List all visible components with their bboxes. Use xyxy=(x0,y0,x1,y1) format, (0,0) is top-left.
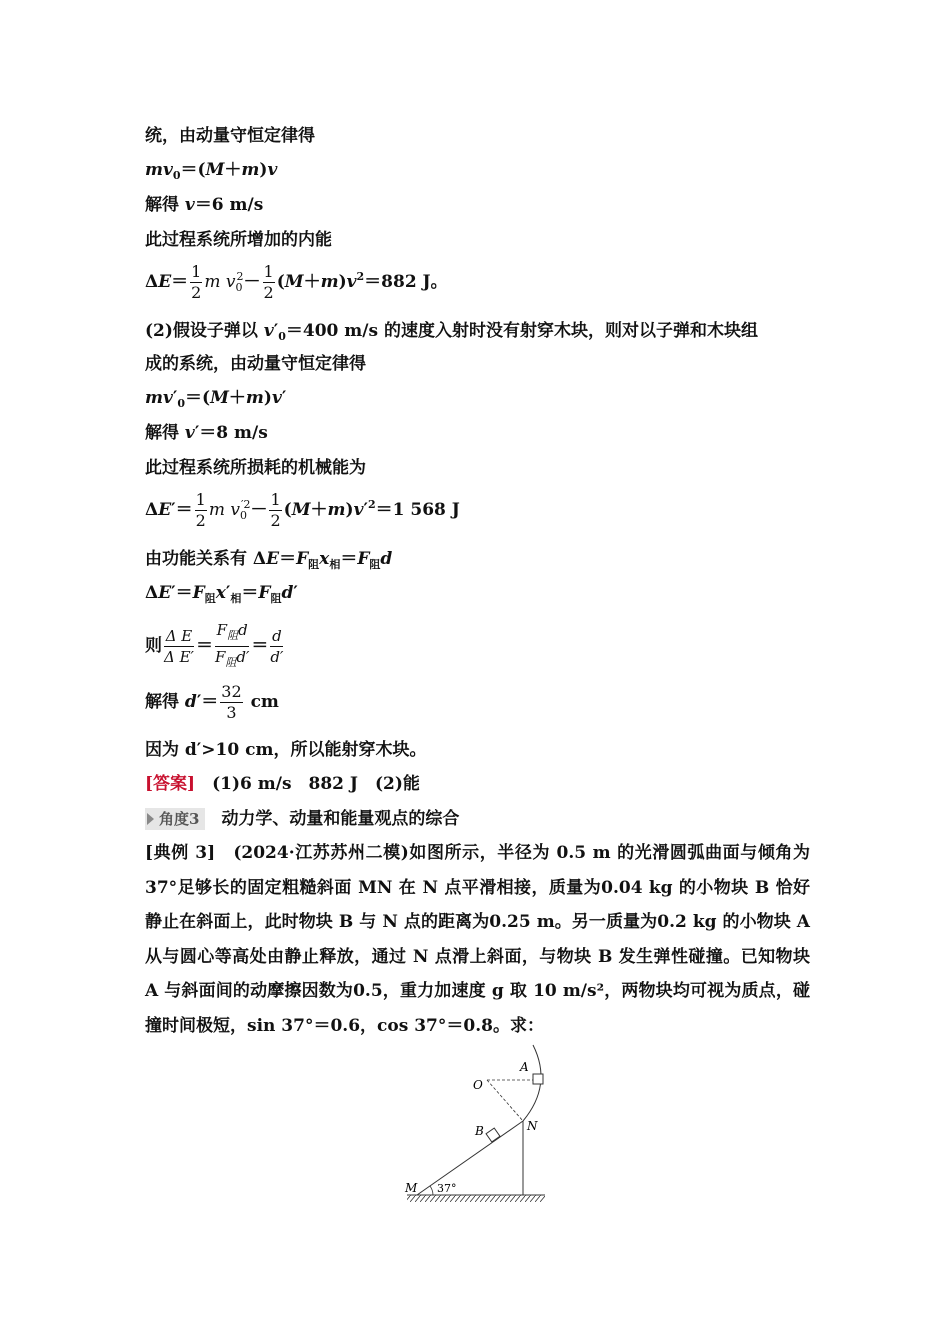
equation-work-energy-2: $\Delta E'=F_阻x'_相=F_阻d'$ xyxy=(145,583,298,605)
text-line-4: 此过程系统所增加的内能 xyxy=(145,230,332,250)
equation-momentum-1: $mv_0=(M+m)v$ xyxy=(145,160,278,182)
equation-momentum-2: $mv'_0=(M+m)v'$ xyxy=(145,388,287,410)
text-line-16: 因为 d′>10 cm，所以能射穿木块。 xyxy=(145,740,427,760)
label-B: B xyxy=(475,1124,484,1138)
equation-ratio: 则 $\frac{\text{Δ E}}{\text{Δ E′}}$ ＝ $\frac{F_阻d}{F_阻d'}$ ＝ $\frac{d}{d'}$ xyxy=(145,621,284,669)
block-B xyxy=(486,1128,500,1142)
label-angle: 37° xyxy=(437,1182,457,1195)
ground-hatch xyxy=(407,1195,545,1202)
text-line-3: 解得 v＝6 m/s xyxy=(145,195,264,215)
label-M: M xyxy=(405,1181,418,1195)
section-tag: 角度3 xyxy=(145,808,205,830)
label-A: A xyxy=(520,1060,529,1074)
text-line-1: 统，由动量守恒定律得 xyxy=(145,126,315,146)
label-O: O xyxy=(473,1078,483,1092)
angle-arc xyxy=(430,1186,433,1195)
slope-MN xyxy=(417,1121,523,1195)
section-title: 动力学、动量和能量观点的综合 xyxy=(221,809,460,829)
answer-text: (1)6 m/s 882 J (2)能 xyxy=(212,774,420,794)
example-text: (2024·江苏苏州二模)如图所示，半径为 0.5 m 的光滑圆弧曲面与倾角为37°足够长的固定粗糙斜面 MN 在 N 点平滑相接，质量为0.04 kg 的小物块 B 恰好静止在斜面上，此时物块 B 与 N 点的距离为0.25 m。另一质量为0.2 kg 的小物块 A 从与圆心等高处由静止释放，通过 N 点滑上斜面，与物块 B 发生弹性碰撞。已知物块 A 与斜面间的动摩擦因数为0.5，重力加速度 g 取 10 m/s²，两物块均可视为质点，碰撞时间极短，sin 37°＝0.6，cos 37°＝0.8。求： xyxy=(145,843,810,1036)
section-heading xyxy=(145,808,459,830)
equation-result-d: 解得 d′＝ $\frac{32}{3}$ cm xyxy=(145,682,279,722)
example-paragraph xyxy=(145,836,810,1043)
equation-energy-1: ΔE＝ $\frac{1}{2}$ m $v_0^2-$ $\frac{1}{2}$ $(M+m)v^2=882$ J。 xyxy=(145,262,448,302)
label-N: N xyxy=(527,1119,538,1133)
equation-energy-2: ΔE′＝ $\frac{1}{2}$ m $v_0^{'2}-$ $\frac{1}{2}$ $(M+m)v'^2=1$ 568 J xyxy=(145,490,460,530)
text-line-6: (2)假设子弹以 $v'_0=400$ m/s 的速度入射时没有射穿木块，则对以子弹和木块组 xyxy=(145,321,758,343)
text-line-9: 解得 v′＝8 m/s xyxy=(145,423,268,443)
text-line-10: 此过程系统所损耗的机械能为 xyxy=(145,458,366,478)
answer-tag: [答案] xyxy=(145,774,196,794)
equation-work-energy-1: 由功能关系有 $\Delta E=F_阻x_相=F_阻d$ xyxy=(145,549,393,571)
answer-line xyxy=(145,773,420,795)
block-A xyxy=(533,1074,543,1084)
text-line-7: 成的系统，由动量守恒定律得 xyxy=(145,354,366,374)
radius-to-N xyxy=(487,1080,523,1121)
physics-figure xyxy=(395,1040,555,1210)
example-tag: [典例 3] xyxy=(145,843,216,863)
